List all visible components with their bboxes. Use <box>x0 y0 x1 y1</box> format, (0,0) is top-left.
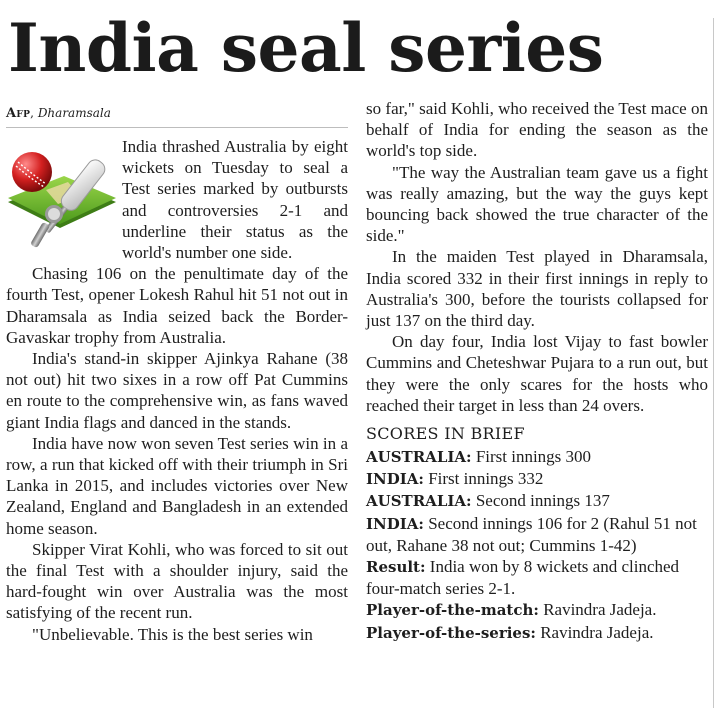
headline: India seal series <box>8 9 604 87</box>
dateline-place: Dharamsala <box>37 106 111 120</box>
article-paragraph: In the maiden Test played in Dharamsala, India scored 332 in their first innings in reply to Australia's 300, before the tourists collapsed for just 137 on the third day. <box>366 247 708 331</box>
column-rule <box>713 18 714 708</box>
right-column <box>366 98 708 644</box>
score-label: Player-of-the-match: <box>366 601 539 620</box>
score-line <box>366 599 708 621</box>
score-text: Second innings 106 for 2 (Rahul 51 not out, Rahane 38 not out; Cummins 1-42) <box>366 513 697 555</box>
article-paragraph: On day four, India lost Vijay to fast bowler Cummins and Cheteshwar Pujara to a run out, but they were the only scares for the hosts who reached their target in less than 24 overs. <box>366 332 708 415</box>
left-column <box>6 96 348 645</box>
article-paragraph: Chasing 106 on the penultimate day of the fourth Test, opener Lokesh Rahul hit 51 not out in Dharamsala as India seized back the Border-Gavaskar trophy from Australia. <box>6 264 348 347</box>
score-text: Second innings 137 <box>471 491 610 511</box>
scores-in-brief <box>366 424 708 644</box>
score-text: First innings 332 <box>423 469 544 489</box>
score-label: AUSTRALIA: <box>366 492 472 511</box>
article-paragraph: "Unbelievable. This is the best series win <box>32 624 313 644</box>
score-line <box>366 490 708 512</box>
score-line <box>366 622 708 644</box>
article-paragraph: "The way the Australian team gave us a fight was really amazing, but the way the guys kept bouncing back showed the true character of the side." <box>366 162 708 246</box>
cricket-ball-bat-icon <box>6 140 118 254</box>
score-text: India won by 8 wickets and clinched four-match series 2-1. <box>366 557 680 599</box>
article-paragraph: India have now won seven Test series win in a row, a run that kicked off with their triumph in Sri Lanka in 2015, and includes victories over New Zealand, England and Bangladesh in an extended home season. <box>6 433 348 538</box>
article-paragraph: India thrashed Australia by eight wickets on Tuesday to seal a Test series marked by outbursts and controversies 2-1 and underline their status as the world's number one side. <box>122 137 348 263</box>
score-label: Player-of-the-series: <box>366 623 536 642</box>
dateline <box>6 96 348 128</box>
score-text: Ravindra Jadeja. <box>535 622 654 642</box>
score-label: INDIA: <box>366 514 424 533</box>
score-label: Result: <box>366 558 426 577</box>
article-paragraph: so far," said Kohli, who received the Test mace on behalf of India for ending the season as the world's top side. <box>366 99 708 161</box>
scores-heading: SCORES IN BRIEF <box>366 424 525 444</box>
score-line <box>366 446 708 468</box>
agency-credit: Afp <box>6 106 31 121</box>
dateline-separator: , <box>30 106 34 120</box>
score-text: Ravindra Jadeja. <box>538 600 657 620</box>
score-label: AUSTRALIA: <box>366 448 472 467</box>
score-text: First innings 300 <box>471 447 592 467</box>
score-label: INDIA: <box>366 470 424 489</box>
score-line <box>366 556 708 599</box>
article-paragraph: Skipper Virat Kohli, who was forced to sit out the final Test with a shoulder injury, said the hard-fought win over Australia was the most satisfying of the recent run. <box>6 539 348 623</box>
score-line <box>366 468 708 490</box>
article-paragraph: India's stand-in skipper Ajinkya Rahane (38 not out) hit two sixes in a row off Pat Cummins en route to the comprehensive win, as fans waved giant India flags and danced in the stands. <box>6 349 348 432</box>
score-line <box>366 513 708 556</box>
